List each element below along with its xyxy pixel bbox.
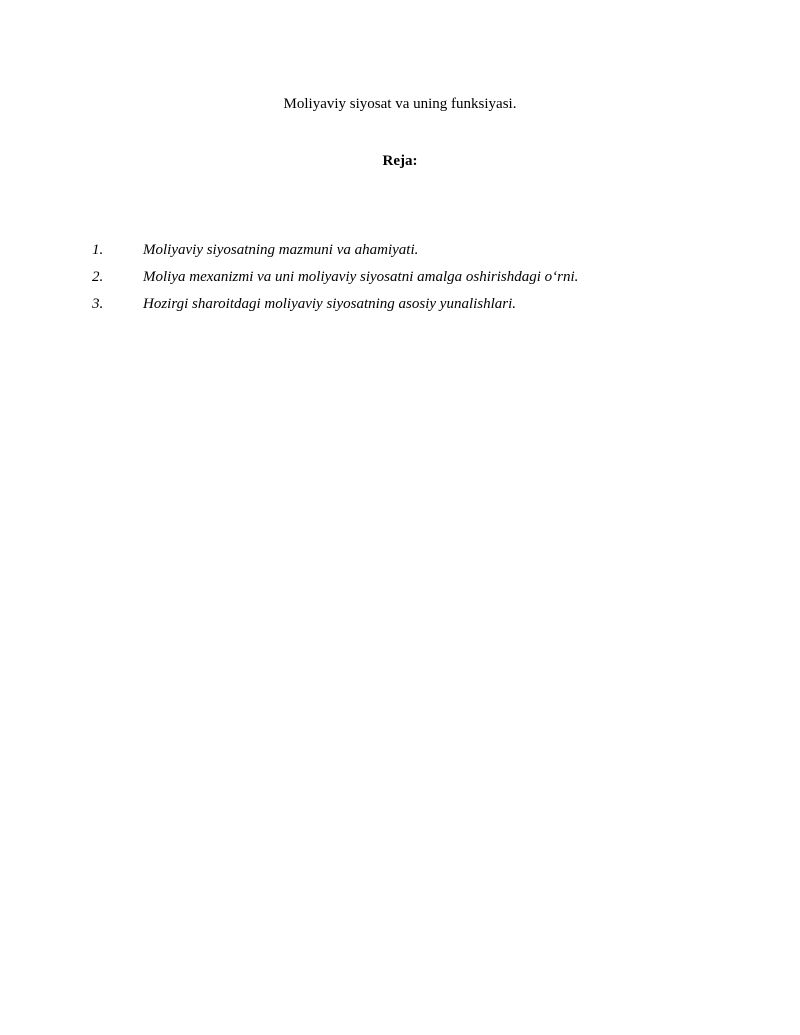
list-item-text: Moliya mexanizmi va uni moliyaviy siyosatni amalga oshirishdagi o‘rni. [143, 269, 579, 285]
plan-list [0, 170, 800, 324]
list-item-text: Moliyaviy siyosatning mazmuni va ahamiyati. [143, 242, 419, 258]
list-item-text: Hozirgi sharoitdagi moliyaviy siyosatning asosiy yunalishlari. [143, 296, 517, 312]
list-item-number: 1. [92, 242, 104, 258]
list-item [0, 270, 800, 297]
list-item [0, 297, 800, 324]
plan-heading: Reja: [382, 153, 418, 169]
list-item [0, 243, 800, 270]
list-item-number: 3. [92, 296, 104, 312]
list-item-number: 2. [92, 269, 104, 285]
page-title: Moliyaviy siyosat va uning funksiyasi. [283, 96, 517, 112]
